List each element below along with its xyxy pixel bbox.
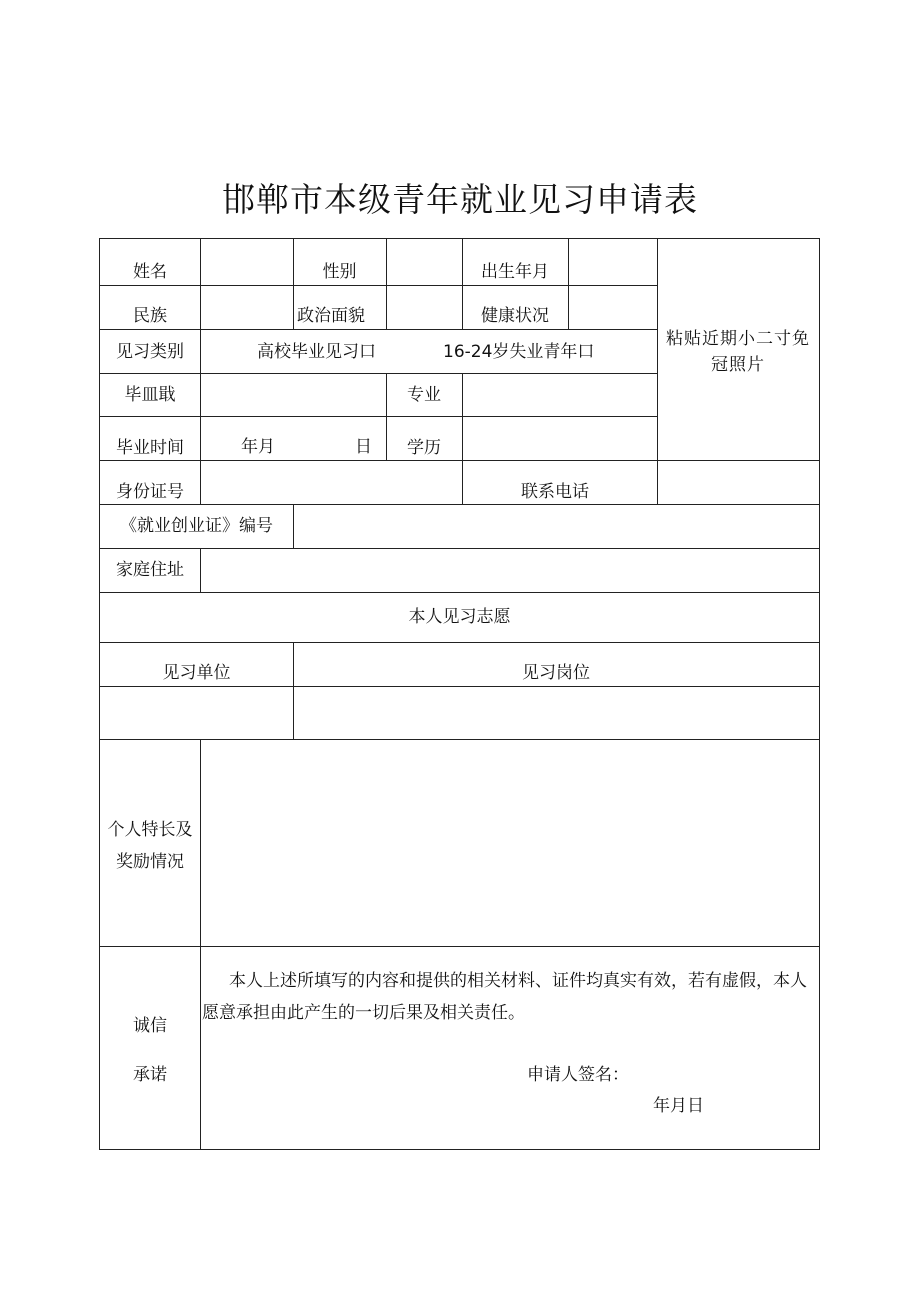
- integrity-label-line1: 诚信: [133, 1016, 167, 1036]
- grad-year-month[interactable]: 年月: [241, 437, 275, 457]
- signature-label: 申请人签名：: [527, 1065, 629, 1085]
- ethnicity-label: 民族: [133, 306, 167, 326]
- ethnicity-field[interactable]: [203, 286, 293, 329]
- wishes-header: 本人见习志愿: [408, 607, 511, 627]
- major-field[interactable]: [465, 374, 656, 416]
- birth-label: 出生年月: [481, 262, 549, 282]
- health-label: 健康状况: [481, 306, 549, 326]
- post-label: 见习岗位: [522, 663, 590, 683]
- integrity-label-line2: 承诺: [133, 1065, 167, 1085]
- name-label: 姓名: [133, 262, 167, 282]
- grad-time-label: 毕业时间: [116, 438, 184, 458]
- address-field[interactable]: [203, 549, 818, 591]
- school-label: 毕皿戢: [124, 385, 176, 405]
- specialty-label-line2: 奖励情况: [116, 852, 184, 872]
- major-label: 专业: [407, 385, 441, 405]
- grad-day[interactable]: 日: [355, 437, 372, 457]
- employment-cert-label: 《就业创业证》编号: [120, 516, 273, 536]
- education-field[interactable]: [465, 418, 656, 460]
- health-field[interactable]: [571, 286, 656, 329]
- gender-label: 性别: [322, 262, 357, 282]
- option-graduate-checkbox[interactable]: 高校毕业见习口: [257, 342, 376, 362]
- form-title: 邯郸市本级青年就业见习申请表: [222, 180, 698, 219]
- phone-label: 联系电话: [521, 482, 589, 502]
- id-number-label: 身份证号: [116, 482, 184, 502]
- gender-field[interactable]: [389, 240, 461, 284]
- school-field[interactable]: [203, 374, 385, 416]
- address-label: 家庭住址: [116, 560, 184, 580]
- specialty-field[interactable]: [203, 741, 818, 945]
- phone-field[interactable]: [660, 461, 818, 503]
- name-field[interactable]: [203, 240, 293, 284]
- employment-cert-field[interactable]: [296, 505, 818, 547]
- political-status-field[interactable]: [389, 286, 461, 329]
- internship-type-label: 见习类别: [116, 342, 184, 362]
- unit-field[interactable]: [103, 687, 291, 738]
- education-label: 学历: [407, 438, 441, 458]
- political-status-label: 政治面貌: [297, 306, 365, 326]
- specialty-label-line1: 个人特长及: [107, 820, 193, 840]
- pledge-text: 本人上述所填写的内容和提供的相关材料、证件均真实有效，若有虚假，本人愿意承担由此产生的一切后果及相关责任。: [202, 971, 807, 1023]
- unit-label: 见习单位: [162, 663, 231, 683]
- post-field[interactable]: [296, 687, 818, 738]
- photo-placeholder[interactable]: 粘贴近期小二寸免冠照片: [666, 329, 810, 375]
- pledge-date-label: 年月日: [653, 1096, 704, 1116]
- id-number-field[interactable]: [203, 461, 461, 503]
- birth-field[interactable]: [571, 240, 656, 284]
- application-form-table: [99, 238, 820, 1150]
- option-youth-checkbox[interactable]: 16-24岁失业青年口: [443, 342, 595, 362]
